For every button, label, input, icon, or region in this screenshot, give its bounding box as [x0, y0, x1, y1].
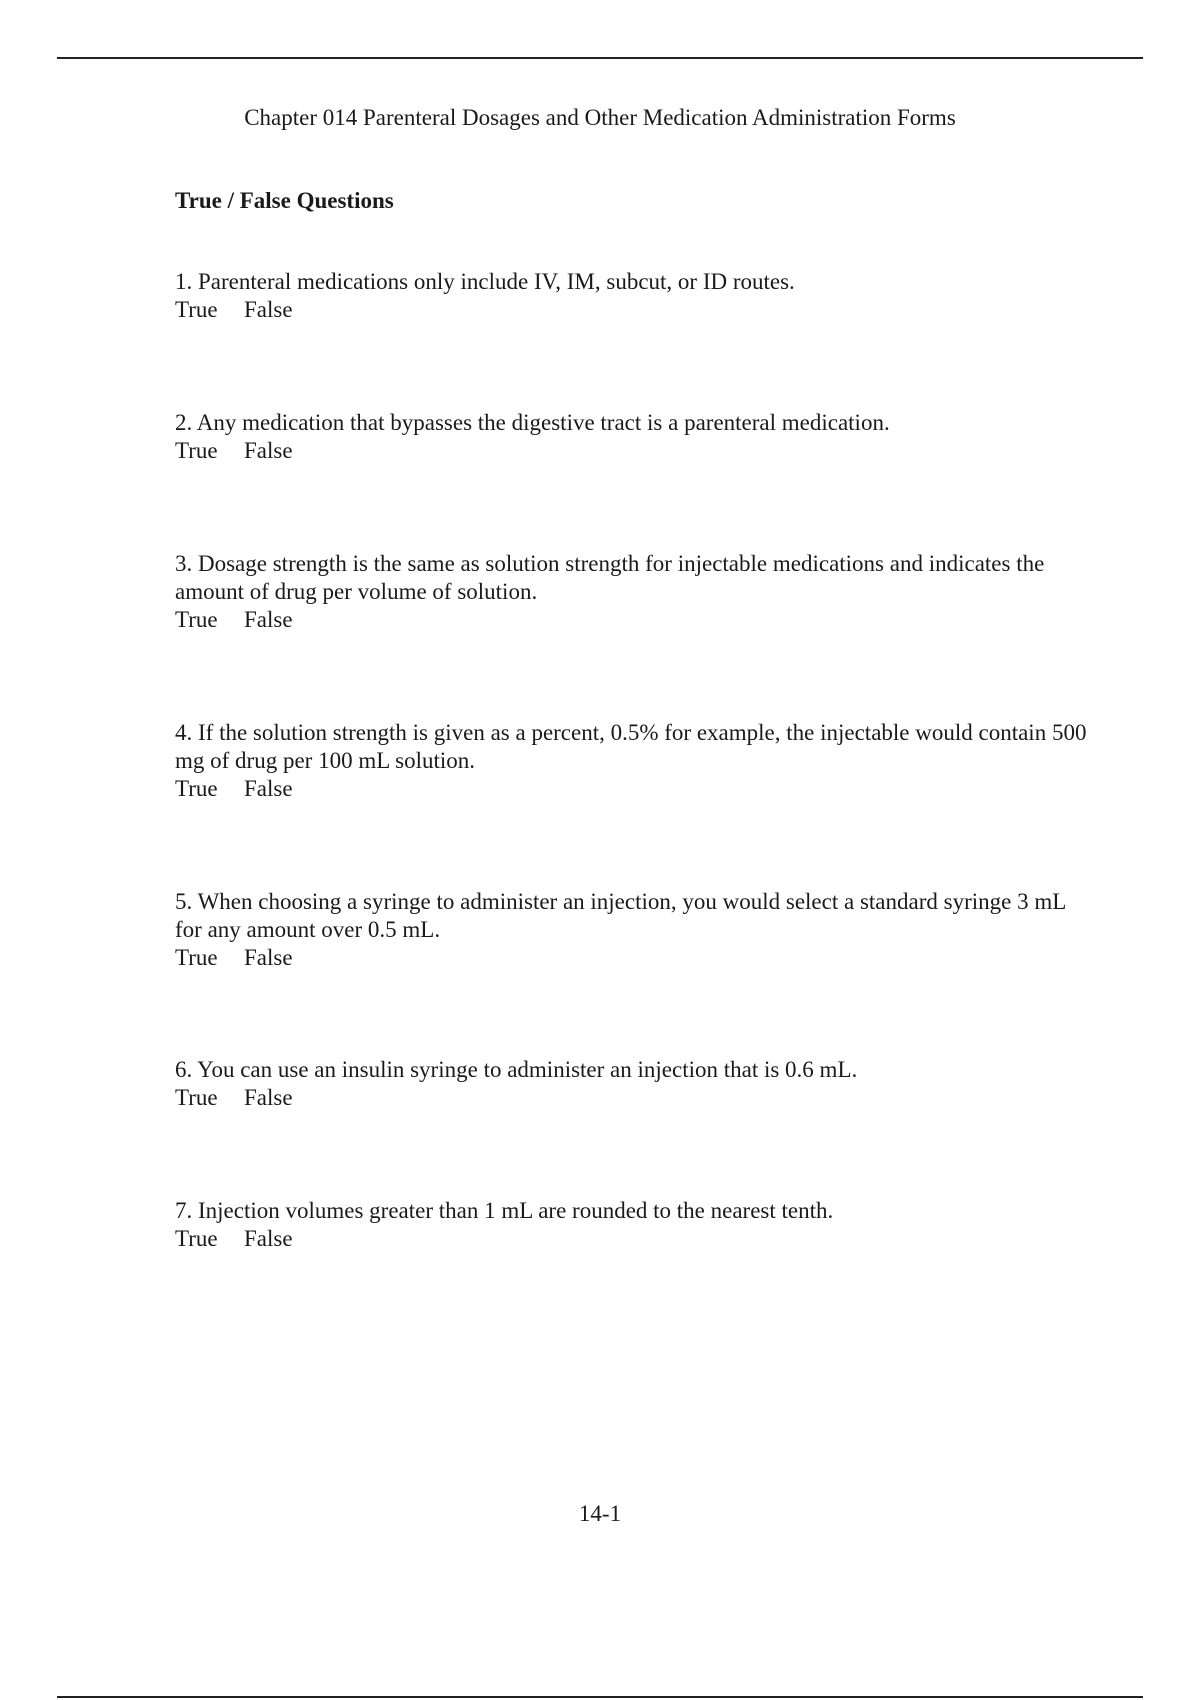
- question-7: [175, 1197, 1095, 1253]
- answer-options: [175, 437, 1095, 465]
- answer-options: [175, 606, 1095, 634]
- answer-true[interactable]: True: [175, 438, 218, 463]
- question-text: 2. Any medication that bypasses the digestive tract is a parenteral medication.: [175, 410, 890, 435]
- question-4: [175, 719, 1095, 803]
- chapter-title: Chapter 014 Parenteral Dosages and Other Medication Administration Forms: [244, 105, 956, 130]
- question-text: 4. If the solution strength is given as a percent, 0.5% for example, the injectable would contain 500 mg of drug per 100 mL solution.: [175, 720, 1087, 773]
- question-text: 1. Parenteral medications only include IV, IM, subcut, or ID routes.: [175, 269, 795, 294]
- answer-false[interactable]: False: [244, 1226, 293, 1251]
- question-5: [175, 888, 1095, 972]
- question-3: [175, 550, 1095, 634]
- answer-true[interactable]: True: [175, 607, 218, 632]
- question-text: 6. You can use an insulin syringe to administer an injection that is 0.6 mL.: [175, 1057, 858, 1082]
- answer-options: [175, 944, 1095, 972]
- answer-false[interactable]: False: [244, 945, 293, 970]
- answer-true[interactable]: True: [175, 1226, 218, 1251]
- question-text: 3. Dosage strength is the same as solution strength for injectable medications and indicates the amount of drug per volume of solution.: [175, 551, 1045, 604]
- top-rule: [57, 57, 1143, 59]
- answer-false[interactable]: False: [244, 1085, 293, 1110]
- answer-options: [175, 1225, 1095, 1253]
- answer-options: [175, 296, 1095, 324]
- answer-true[interactable]: True: [175, 776, 218, 801]
- answer-false[interactable]: False: [244, 438, 293, 463]
- question-text: 5. When choosing a syringe to administer an injection, you would select a standard syringe 3 mL for any amount over 0.5 mL.: [175, 889, 1066, 942]
- answer-true[interactable]: True: [175, 945, 218, 970]
- answer-true[interactable]: True: [175, 1085, 218, 1110]
- question-1: [175, 268, 1095, 324]
- section-heading: True / False Questions: [175, 188, 394, 213]
- answer-options: [175, 1084, 1095, 1112]
- question-6: [175, 1056, 1095, 1112]
- question-2: [175, 409, 1095, 465]
- answer-false[interactable]: False: [244, 607, 293, 632]
- bottom-rule: [57, 1696, 1143, 1698]
- question-text: 7. Injection volumes greater than 1 mL are rounded to the nearest tenth.: [175, 1198, 834, 1223]
- answer-options: [175, 775, 1095, 803]
- answer-false[interactable]: False: [244, 297, 293, 322]
- answer-false[interactable]: False: [244, 776, 293, 801]
- page-number: 14-1: [578, 1501, 622, 1526]
- answer-true[interactable]: True: [175, 297, 218, 322]
